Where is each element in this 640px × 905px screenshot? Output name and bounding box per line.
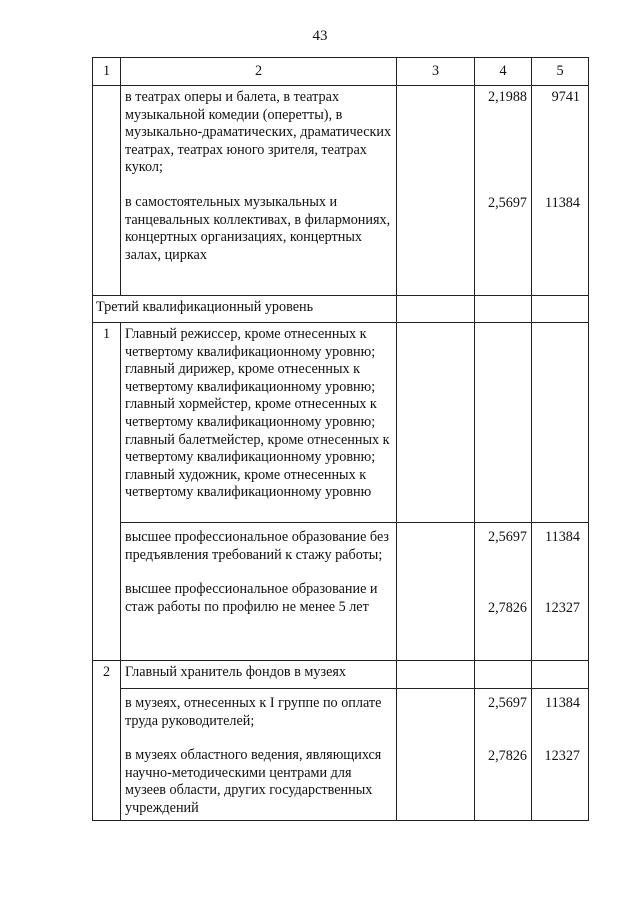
salary-cell (532, 523, 589, 661)
salary-table (92, 57, 589, 821)
coefficient-cell (475, 86, 532, 296)
index-cell (93, 86, 121, 296)
column-header: 4 (475, 58, 532, 86)
section-row (93, 296, 589, 323)
empty-cell (532, 661, 589, 689)
salary-value: 9741 (551, 89, 580, 105)
coefficient-value: 2,5697 (487, 695, 527, 711)
row-description: в музеях областного ведения, являющихся научно-методическими центрами для музеев области, других государственных учреждений (125, 747, 382, 816)
empty-cell (397, 86, 475, 296)
coefficient-value: 2,1988 (487, 89, 527, 105)
salary-value: 11384 (545, 194, 580, 211)
row-description: в театрах оперы и балета, в театрах музыкальной комедии (оперетты), в музыкально-драматических, драматических театрах, театрах юного зрителя, театрах кукол; (125, 89, 392, 176)
position-title: Главный режиссер, кроме отнесенных к четвертому квалификационному уровню; главный дирижер, кроме отнесенных к четвертому квалификационному уровню; главный хормейстер, кроме отнесенных к четвертому квалификационному уровню; главный балетмейстер, кроме отнесенных к четвертому квалификационному уровню; главный художник, кроме отнесенных к четвертому квалификационному уровню (125, 326, 390, 501)
table-row (93, 86, 589, 296)
index-cell (93, 661, 121, 821)
row-description: высшее профессиональное образование и стаж работы по профилю не менее 5 лет (125, 581, 378, 615)
empty-cell (397, 296, 475, 323)
empty-cell (532, 323, 589, 523)
description-cell (121, 523, 397, 661)
empty-cell (475, 323, 532, 523)
empty-cell (532, 296, 589, 323)
coefficient-value: 2,5697 (487, 529, 527, 545)
column-header: 1 (93, 58, 121, 86)
table-header-row (93, 58, 589, 86)
empty-cell (397, 661, 475, 689)
column-header: 5 (532, 58, 589, 86)
row-index: 2 (102, 664, 111, 680)
description-cell (121, 689, 397, 821)
salary-value: 11384 (545, 695, 580, 711)
row-index: 1 (102, 326, 111, 342)
empty-cell (397, 689, 475, 821)
salary-value: 12327 (544, 747, 580, 764)
position-title-cell (121, 323, 397, 523)
coefficient-value: 2,7826 (487, 599, 527, 616)
table-row (93, 689, 589, 821)
row-description: высшее профессиональное образование без предъявления требований к стажу работы; (125, 529, 390, 563)
section-title: Третий квалификационный уровень (96, 299, 314, 315)
empty-cell (475, 296, 532, 323)
row-description: в музеях, отнесенных к I группе по оплате труда руководителей; (125, 695, 382, 729)
position-title-cell (121, 661, 397, 689)
description-cell (121, 86, 397, 296)
empty-cell (475, 661, 532, 689)
section-title-cell (93, 296, 397, 323)
salary-value: 11384 (545, 529, 580, 545)
table-row (93, 661, 589, 689)
salary-cell (532, 86, 589, 296)
coefficient-cell (475, 689, 532, 821)
empty-cell (397, 523, 475, 661)
column-header: 3 (397, 58, 475, 86)
column-header: 2 (121, 58, 397, 86)
page-number: 43 (312, 28, 328, 44)
salary-value: 12327 (544, 599, 580, 616)
table-row (93, 323, 589, 523)
coefficient-value: 2,5697 (487, 194, 527, 211)
table-row (93, 523, 589, 661)
coefficient-cell (475, 523, 532, 661)
index-cell (93, 323, 121, 661)
coefficient-value: 2,7826 (487, 747, 527, 764)
salary-cell (532, 689, 589, 821)
position-title: Главный хранитель фондов в музеях (125, 664, 347, 680)
empty-cell (397, 323, 475, 523)
row-description: в самостоятельных музыкальных и танцевальных коллективах, в филармониях, концертных организациях, концертных залах, цирках (125, 193, 391, 263)
